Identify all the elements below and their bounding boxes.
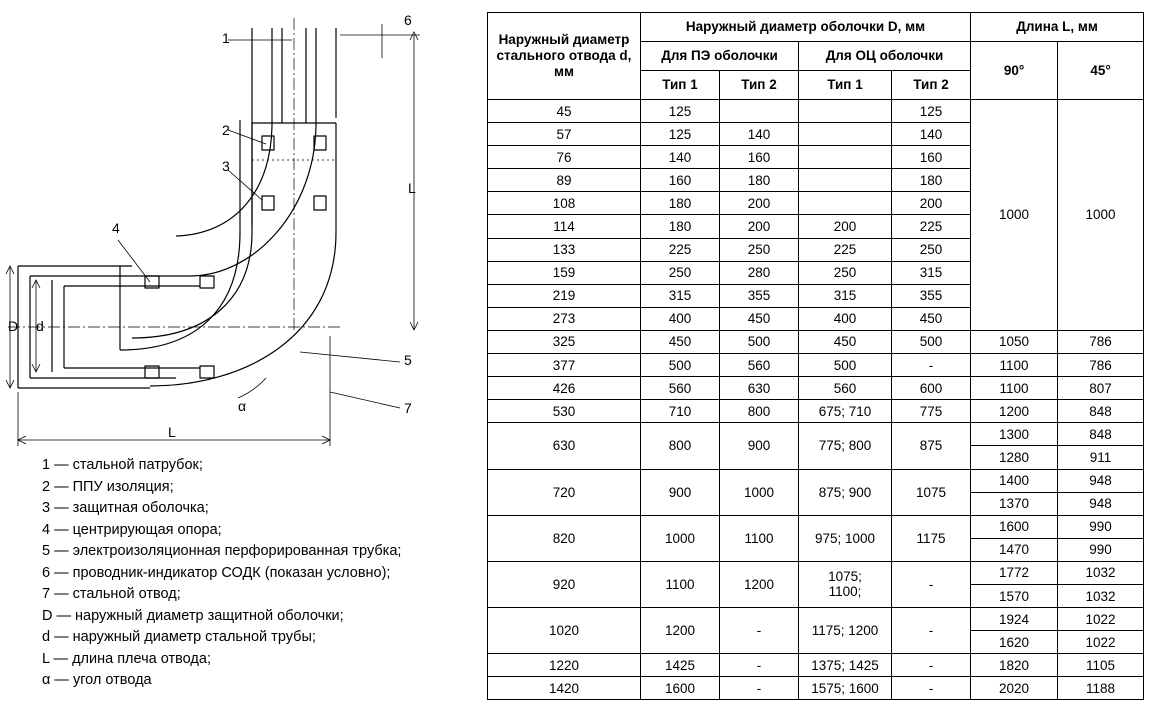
cell-l90: 1600 xyxy=(971,515,1058,538)
cell-l45: 911 xyxy=(1058,446,1144,469)
cell-pe2: 800 xyxy=(720,400,799,423)
cell-pe1: 450 xyxy=(641,330,720,353)
cell-pe1: 315 xyxy=(641,284,720,307)
cell-l90: 1470 xyxy=(971,538,1058,561)
cell-l45: 1022 xyxy=(1058,608,1144,631)
cell-pe2: 900 xyxy=(720,423,799,469)
cell-oc2: 500 xyxy=(892,330,971,353)
legend-item: 1 — стальной патрубок; xyxy=(42,457,203,473)
cell-oc2: 450 xyxy=(892,307,971,330)
cell-l90: 1924 xyxy=(971,608,1058,631)
cell-pe1: 1100 xyxy=(641,561,720,607)
cell-oc1 xyxy=(799,169,892,192)
cell-l90: 1772 xyxy=(971,561,1058,584)
cell-d: 1220 xyxy=(488,654,641,677)
table-row xyxy=(488,100,1144,123)
cell-d: 114 xyxy=(488,215,641,238)
cell-d: 325 xyxy=(488,330,641,353)
cell-oc2: 140 xyxy=(892,123,971,146)
cell-oc2: 180 xyxy=(892,169,971,192)
cell-l45: 990 xyxy=(1058,515,1144,538)
cell-oc2: 160 xyxy=(892,146,971,169)
header-steel-diameter xyxy=(488,13,641,100)
cell-pe2: 630 xyxy=(720,377,799,400)
cell-pe1: 800 xyxy=(641,423,720,469)
header-pe-type1: Тип 1 xyxy=(641,71,720,100)
cell-l45: 1032 xyxy=(1058,584,1144,607)
dim-label-L-horizontal: L xyxy=(168,424,176,440)
table-row xyxy=(488,677,1144,700)
cell-oc2: 225 xyxy=(892,215,971,238)
cell-l45: 848 xyxy=(1058,400,1144,423)
cell-d: 530 xyxy=(488,400,641,423)
cell-oc1: 315 xyxy=(799,284,892,307)
cell-pe2: 160 xyxy=(720,146,799,169)
cell-pe1: 1600 xyxy=(641,677,720,700)
cell-oc1: 875; 900 xyxy=(799,469,892,515)
cell-pe2: 500 xyxy=(720,330,799,353)
cell-oc1-line1: 1075; xyxy=(828,569,862,585)
legend-item: 5 — электроизоляционная перфорированная трубка; xyxy=(42,543,402,559)
cell-l45: 1022 xyxy=(1058,631,1144,654)
cell-oc1 xyxy=(799,561,892,607)
cell-d: 133 xyxy=(488,238,641,261)
cell-l90: 1280 xyxy=(971,446,1058,469)
cell-pe1: 1425 xyxy=(641,654,720,677)
header-steel-diameter-line2: стального отвода d, мм xyxy=(496,48,632,79)
cell-pe2: 560 xyxy=(720,354,799,377)
cell-pe1: 1200 xyxy=(641,608,720,654)
cell-l45: 848 xyxy=(1058,423,1144,446)
cell-pe2: 140 xyxy=(720,123,799,146)
cell-l90: 2020 xyxy=(971,677,1058,700)
header-oc-type1: Тип 1 xyxy=(799,71,892,100)
cell-oc2: 775 xyxy=(892,400,971,423)
cell-pe1: 180 xyxy=(641,192,720,215)
cell-oc2: - xyxy=(892,677,971,700)
table-row xyxy=(488,423,1144,446)
cell-l90: 1300 xyxy=(971,423,1058,446)
cell-pe1: 900 xyxy=(641,469,720,515)
cell-pe1: 400 xyxy=(641,307,720,330)
cell-oc1: 450 xyxy=(799,330,892,353)
cell-oc2: - xyxy=(892,608,971,654)
cell-oc1: 1175; 1200 xyxy=(799,608,892,654)
cell-pe1: 160 xyxy=(641,169,720,192)
cell-oc2: - xyxy=(892,561,971,607)
table-row xyxy=(488,330,1144,353)
cell-oc1: 560 xyxy=(799,377,892,400)
callout-5: 5 xyxy=(404,352,412,368)
cell-l90: 1570 xyxy=(971,584,1058,607)
cell-oc1 xyxy=(799,146,892,169)
cell-l45: 1188 xyxy=(1058,677,1144,700)
cell-pe1: 140 xyxy=(641,146,720,169)
cell-d: 820 xyxy=(488,515,641,561)
cell-d: 1420 xyxy=(488,677,641,700)
cell-pe1: 225 xyxy=(641,238,720,261)
cell-oc1 xyxy=(799,123,892,146)
cell-d: 219 xyxy=(488,284,641,307)
cell-pe2: 200 xyxy=(720,192,799,215)
cell-oc1: 500 xyxy=(799,354,892,377)
cell-l45-merged: 1000 xyxy=(1058,100,1144,331)
cell-l90: 1100 xyxy=(971,354,1058,377)
cell-oc1: 675; 710 xyxy=(799,400,892,423)
cell-d: 377 xyxy=(488,354,641,377)
cell-oc2: - xyxy=(892,654,971,677)
header-length: Длина L, мм xyxy=(971,13,1144,42)
legend-item: α — угол отвода xyxy=(42,672,152,688)
cell-oc2: 1075 xyxy=(892,469,971,515)
cell-l90: 1620 xyxy=(971,631,1058,654)
dim-label-L-vertical: L xyxy=(408,180,416,196)
cell-pe2: 200 xyxy=(720,215,799,238)
cell-oc2: 1175 xyxy=(892,515,971,561)
cell-oc1: 1375; 1425 xyxy=(799,654,892,677)
cell-oc2: 250 xyxy=(892,238,971,261)
elbow-drawing-svg xyxy=(0,0,470,460)
cell-l45: 990 xyxy=(1058,538,1144,561)
dim-label-alpha: α xyxy=(238,398,247,414)
callout-2: 2 xyxy=(222,122,230,138)
cell-d: 89 xyxy=(488,169,641,192)
table-row xyxy=(488,561,1144,584)
dim-label-d: d xyxy=(36,318,44,334)
callout-3: 3 xyxy=(222,158,230,174)
table-row xyxy=(488,608,1144,631)
header-oc-shell: Для ОЦ оболочки xyxy=(799,42,971,71)
cell-pe2: - xyxy=(720,677,799,700)
cell-oc1: 975; 1000 xyxy=(799,515,892,561)
cell-pe2: 1000 xyxy=(720,469,799,515)
cell-pe2: 1200 xyxy=(720,561,799,607)
cell-d: 1020 xyxy=(488,608,641,654)
cell-d: 630 xyxy=(488,423,641,469)
cell-oc2: - xyxy=(892,354,971,377)
dim-label-D: D xyxy=(8,318,19,334)
legend-item: d — наружный диаметр стальной трубы; xyxy=(42,629,316,645)
cell-d: 159 xyxy=(488,261,641,284)
dimensions-table-container xyxy=(487,12,1147,700)
cell-d: 273 xyxy=(488,307,641,330)
cell-l45: 807 xyxy=(1058,377,1144,400)
cell-d: 108 xyxy=(488,192,641,215)
table-row xyxy=(488,654,1144,677)
table-row xyxy=(488,515,1144,538)
cell-oc1: 775; 800 xyxy=(799,423,892,469)
cell-l90: 1370 xyxy=(971,492,1058,515)
table-row xyxy=(488,469,1144,492)
cell-oc2: 125 xyxy=(892,100,971,123)
header-angle-45: 45° xyxy=(1058,42,1144,100)
callout-7: 7 xyxy=(404,400,412,416)
header-shell-diameter: Наружный диаметр оболочки D, мм xyxy=(641,13,971,42)
legend-item: 7 — стальной отвод; xyxy=(42,586,181,602)
cell-oc1-line2: 1100; xyxy=(828,584,862,600)
cell-oc1: 200 xyxy=(799,215,892,238)
cell-l90: 1200 xyxy=(971,400,1058,423)
cell-pe2 xyxy=(720,100,799,123)
header-pe-shell: Для ПЭ оболочки xyxy=(641,42,799,71)
cell-l45: 786 xyxy=(1058,330,1144,353)
cell-l90-merged: 1000 xyxy=(971,100,1058,331)
legend-item: 6 — проводник-индикатор СОДК (показан условно); xyxy=(42,564,391,581)
cell-d: 920 xyxy=(488,561,641,607)
cell-d: 426 xyxy=(488,377,641,400)
cell-oc1 xyxy=(799,100,892,123)
cell-l45: 948 xyxy=(1058,469,1144,492)
cell-pe2: 450 xyxy=(720,307,799,330)
cell-l90: 1050 xyxy=(971,330,1058,353)
cell-pe2: 280 xyxy=(720,261,799,284)
callout-4: 4 xyxy=(112,220,120,236)
cell-pe1: 125 xyxy=(641,100,720,123)
cell-d: 45 xyxy=(488,100,641,123)
cell-pe1: 250 xyxy=(641,261,720,284)
cell-l45: 1105 xyxy=(1058,654,1144,677)
header-pe-type2: Тип 2 xyxy=(720,71,799,100)
cell-pe1: 1000 xyxy=(641,515,720,561)
cell-pe2: 355 xyxy=(720,284,799,307)
cell-l90: 1820 xyxy=(971,654,1058,677)
cell-pe1: 180 xyxy=(641,215,720,238)
legend-item: 2 — ППУ изоляция; xyxy=(42,478,174,495)
dimensions-table xyxy=(487,12,1144,700)
header-angle-90: 90° xyxy=(971,42,1058,100)
cell-pe1: 125 xyxy=(641,123,720,146)
table-row xyxy=(488,354,1144,377)
cell-oc2: 600 xyxy=(892,377,971,400)
cell-oc1: 250 xyxy=(799,261,892,284)
cell-d: 720 xyxy=(488,469,641,515)
cell-l90: 1400 xyxy=(971,469,1058,492)
cell-pe2: - xyxy=(720,654,799,677)
cell-oc2: 200 xyxy=(892,192,971,215)
cell-d: 57 xyxy=(488,123,641,146)
table-row xyxy=(488,400,1144,423)
cell-oc2: 355 xyxy=(892,284,971,307)
cell-l45: 786 xyxy=(1058,354,1144,377)
cell-l45: 948 xyxy=(1058,492,1144,515)
legend-item: L — длина плеча отвода; xyxy=(42,650,211,667)
cell-pe2: - xyxy=(720,608,799,654)
legend-item: 4 — центрирующая опора; xyxy=(42,521,222,538)
cell-pe1: 500 xyxy=(641,354,720,377)
cell-oc1: 400 xyxy=(799,307,892,330)
cell-pe1: 710 xyxy=(641,400,720,423)
cell-l90: 1100 xyxy=(971,377,1058,400)
legend-item: 3 — защитная оболочка; xyxy=(42,500,209,516)
cell-oc2: 315 xyxy=(892,261,971,284)
header-steel-diameter-line1: Наружный диаметр xyxy=(498,32,630,47)
cell-oc1 xyxy=(799,192,892,215)
legend-item: D — наружный диаметр защитной оболочки; xyxy=(42,607,344,624)
header-oc-type2: Тип 2 xyxy=(892,71,971,100)
cell-pe2: 180 xyxy=(720,169,799,192)
cell-d: 76 xyxy=(488,146,641,169)
cell-oc2: 875 xyxy=(892,423,971,469)
table-row xyxy=(488,377,1144,400)
callout-6: 6 xyxy=(404,12,412,28)
cell-pe2: 250 xyxy=(720,238,799,261)
legend xyxy=(42,455,472,692)
cell-oc1: 225 xyxy=(799,238,892,261)
cell-pe1: 560 xyxy=(641,377,720,400)
cell-oc1: 1575; 1600 xyxy=(799,677,892,700)
callout-1: 1 xyxy=(222,30,230,46)
cell-pe2: 1100 xyxy=(720,515,799,561)
cell-l45: 1032 xyxy=(1058,561,1144,584)
